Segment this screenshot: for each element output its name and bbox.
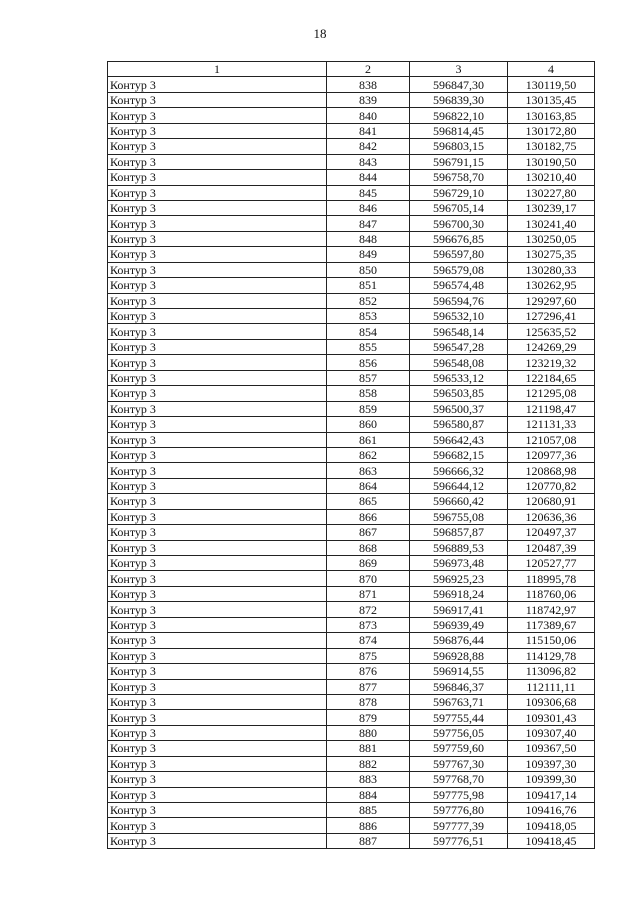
point-number-cell: 847 <box>327 216 410 231</box>
coord-x-cell: 596503,85 <box>410 386 508 401</box>
table-row <box>108 787 595 802</box>
coord-x-cell: 596729,10 <box>410 185 508 200</box>
coord-y-cell: 118760,06 <box>508 586 595 601</box>
header-col-1: 1 <box>108 62 327 77</box>
table-row <box>108 108 595 123</box>
coord-y-cell: 109418,05 <box>508 818 595 833</box>
coord-y-cell: 122184,65 <box>508 370 595 385</box>
coord-y-cell: 118995,78 <box>508 571 595 586</box>
table-row <box>108 355 595 370</box>
coord-x-cell: 596847,30 <box>410 77 508 92</box>
coord-x-cell: 596791,15 <box>410 154 508 169</box>
coord-y-cell: 130250,05 <box>508 231 595 246</box>
coord-x-cell: 597776,80 <box>410 803 508 818</box>
coord-y-cell: 114129,78 <box>508 648 595 663</box>
coord-y-cell: 120770,82 <box>508 478 595 493</box>
coord-x-cell: 597767,30 <box>410 756 508 771</box>
contour-name-cell: Контур 3 <box>108 401 327 416</box>
contour-name-cell: Контур 3 <box>108 139 327 154</box>
coord-x-cell: 596857,87 <box>410 525 508 540</box>
table-row <box>108 370 595 385</box>
point-number-cell: 879 <box>327 710 410 725</box>
point-number-cell: 866 <box>327 509 410 524</box>
point-number-cell: 851 <box>327 278 410 293</box>
contour-name-cell: Контур 3 <box>108 633 327 648</box>
table-row <box>108 509 595 524</box>
point-number-cell: 841 <box>327 123 410 138</box>
contour-name-cell: Контур 3 <box>108 509 327 524</box>
point-number-cell: 868 <box>327 540 410 555</box>
coord-y-cell: 130190,50 <box>508 154 595 169</box>
point-number-cell: 878 <box>327 694 410 709</box>
contour-name-cell: Контур 3 <box>108 648 327 663</box>
contour-name-cell: Контур 3 <box>108 540 327 555</box>
coord-y-cell: 109301,43 <box>508 710 595 725</box>
point-number-cell: 876 <box>327 664 410 679</box>
table-row <box>108 262 595 277</box>
coord-x-cell: 596763,71 <box>410 694 508 709</box>
table-row <box>108 386 595 401</box>
coord-x-cell: 596597,80 <box>410 247 508 262</box>
contour-name-cell: Контур 3 <box>108 447 327 462</box>
contour-name-cell: Контур 3 <box>108 262 327 277</box>
coord-y-cell: 115150,06 <box>508 633 595 648</box>
point-number-cell: 886 <box>327 818 410 833</box>
coord-y-cell: 127296,41 <box>508 309 595 324</box>
point-number-cell: 863 <box>327 463 410 478</box>
point-number-cell: 858 <box>327 386 410 401</box>
point-number-cell: 873 <box>327 617 410 632</box>
point-number-cell: 861 <box>327 432 410 447</box>
coord-x-cell: 596666,32 <box>410 463 508 478</box>
point-number-cell: 856 <box>327 355 410 370</box>
coord-y-cell: 120977,36 <box>508 447 595 462</box>
contour-name-cell: Контур 3 <box>108 586 327 601</box>
header-row <box>108 62 595 77</box>
table-row <box>108 478 595 493</box>
header-col-3: 3 <box>410 62 508 77</box>
coord-x-cell: 596822,10 <box>410 108 508 123</box>
coord-y-cell: 123219,32 <box>508 355 595 370</box>
coord-y-cell: 112111,11 <box>508 679 595 694</box>
contour-name-cell: Контур 3 <box>108 278 327 293</box>
contour-name-cell: Контур 3 <box>108 231 327 246</box>
coord-x-cell: 597776,51 <box>410 833 508 848</box>
point-number-cell: 875 <box>327 648 410 663</box>
coord-y-cell: 109367,50 <box>508 741 595 756</box>
coord-y-cell: 120527,77 <box>508 556 595 571</box>
table-row <box>108 602 595 617</box>
point-number-cell: 877 <box>327 679 410 694</box>
coord-x-cell: 596928,88 <box>410 648 508 663</box>
coord-x-cell: 596705,14 <box>410 200 508 215</box>
table-row <box>108 679 595 694</box>
point-number-cell: 869 <box>327 556 410 571</box>
point-number-cell: 883 <box>327 772 410 787</box>
coord-y-cell: 121057,08 <box>508 432 595 447</box>
coord-x-cell: 596918,24 <box>410 586 508 601</box>
point-number-cell: 884 <box>327 787 410 802</box>
table-row <box>108 772 595 787</box>
contour-name-cell: Контур 3 <box>108 417 327 432</box>
coord-x-cell: 596889,53 <box>410 540 508 555</box>
coord-x-cell: 596644,12 <box>410 478 508 493</box>
table-row <box>108 833 595 848</box>
coord-y-cell: 130239,17 <box>508 200 595 215</box>
table-row <box>108 92 595 107</box>
point-number-cell: 843 <box>327 154 410 169</box>
coord-x-cell: 596533,12 <box>410 370 508 385</box>
point-number-cell: 850 <box>327 262 410 277</box>
contour-name-cell: Контур 3 <box>108 247 327 262</box>
coord-y-cell: 121131,33 <box>508 417 595 432</box>
point-number-cell: 865 <box>327 494 410 509</box>
table-row <box>108 818 595 833</box>
table-row <box>108 803 595 818</box>
coord-y-cell: 109416,76 <box>508 803 595 818</box>
coord-y-cell: 109399,30 <box>508 772 595 787</box>
coord-x-cell: 596839,30 <box>410 92 508 107</box>
coord-y-cell: 113096,82 <box>508 664 595 679</box>
point-number-cell: 880 <box>327 725 410 740</box>
table-row <box>108 278 595 293</box>
point-number-cell: 862 <box>327 447 410 462</box>
table-row <box>108 494 595 509</box>
coord-y-cell: 109307,40 <box>508 725 595 740</box>
contour-name-cell: Контур 3 <box>108 108 327 123</box>
table-row <box>108 247 595 262</box>
coord-y-cell: 117389,67 <box>508 617 595 632</box>
point-number-cell: 887 <box>327 833 410 848</box>
point-number-cell: 857 <box>327 370 410 385</box>
contour-name-cell: Контур 3 <box>108 77 327 92</box>
coord-x-cell: 596917,41 <box>410 602 508 617</box>
coord-x-cell: 596925,23 <box>410 571 508 586</box>
coord-x-cell: 596579,08 <box>410 262 508 277</box>
coord-x-cell: 596548,08 <box>410 355 508 370</box>
table-row <box>108 741 595 756</box>
point-number-cell: 872 <box>327 602 410 617</box>
contour-name-cell: Контур 3 <box>108 602 327 617</box>
contour-name-cell: Контур 3 <box>108 370 327 385</box>
point-number-cell: 885 <box>327 803 410 818</box>
point-number-cell: 848 <box>327 231 410 246</box>
coord-y-cell: 130280,33 <box>508 262 595 277</box>
coord-y-cell: 130210,40 <box>508 170 595 185</box>
coord-x-cell: 596660,42 <box>410 494 508 509</box>
coord-x-cell: 597755,44 <box>410 710 508 725</box>
coord-y-cell: 109417,14 <box>508 787 595 802</box>
coord-x-cell: 596500,37 <box>410 401 508 416</box>
table-row <box>108 633 595 648</box>
point-number-cell: 845 <box>327 185 410 200</box>
contour-name-cell: Контур 3 <box>108 818 327 833</box>
coord-x-cell: 597756,05 <box>410 725 508 740</box>
coord-x-cell: 596814,45 <box>410 123 508 138</box>
contour-name-cell: Контур 3 <box>108 741 327 756</box>
coord-x-cell: 596755,08 <box>410 509 508 524</box>
contour-name-cell: Контур 3 <box>108 92 327 107</box>
table-row <box>108 154 595 169</box>
coord-y-cell: 130241,40 <box>508 216 595 231</box>
coord-x-cell: 596580,87 <box>410 417 508 432</box>
table-row <box>108 617 595 632</box>
contour-name-cell: Контур 3 <box>108 494 327 509</box>
table-row <box>108 185 595 200</box>
contour-name-cell: Контур 3 <box>108 432 327 447</box>
coord-y-cell: 121198,47 <box>508 401 595 416</box>
table-row <box>108 725 595 740</box>
table-row <box>108 710 595 725</box>
table-row <box>108 432 595 447</box>
coord-y-cell: 120868,98 <box>508 463 595 478</box>
contour-name-cell: Контур 3 <box>108 679 327 694</box>
contour-name-cell: Контур 3 <box>108 463 327 478</box>
table-body <box>108 77 595 849</box>
coord-y-cell: 109418,45 <box>508 833 595 848</box>
contour-name-cell: Контур 3 <box>108 525 327 540</box>
table-row <box>108 571 595 586</box>
table-row <box>108 694 595 709</box>
point-number-cell: 874 <box>327 633 410 648</box>
header-col-4: 4 <box>508 62 595 77</box>
point-number-cell: 855 <box>327 339 410 354</box>
contour-name-cell: Контур 3 <box>108 664 327 679</box>
contour-name-cell: Контур 3 <box>108 756 327 771</box>
coord-x-cell: 596700,30 <box>410 216 508 231</box>
coord-y-cell: 130172,80 <box>508 123 595 138</box>
contour-name-cell: Контур 3 <box>108 833 327 848</box>
table-row <box>108 231 595 246</box>
contour-name-cell: Контур 3 <box>108 123 327 138</box>
table-row <box>108 664 595 679</box>
table-row <box>108 123 595 138</box>
table-row <box>108 401 595 416</box>
contour-name-cell: Контур 3 <box>108 710 327 725</box>
point-number-cell: 859 <box>327 401 410 416</box>
coord-x-cell: 596532,10 <box>410 309 508 324</box>
coord-x-cell: 596939,49 <box>410 617 508 632</box>
table-row <box>108 139 595 154</box>
coord-y-cell: 120680,91 <box>508 494 595 509</box>
contour-name-cell: Контур 3 <box>108 478 327 493</box>
table-row <box>108 216 595 231</box>
contour-name-cell: Контур 3 <box>108 185 327 200</box>
contour-name-cell: Контур 3 <box>108 571 327 586</box>
contour-name-cell: Контур 3 <box>108 772 327 787</box>
coord-y-cell: 118742,97 <box>508 602 595 617</box>
contour-name-cell: Контур 3 <box>108 617 327 632</box>
coord-y-cell: 130227,80 <box>508 185 595 200</box>
coord-y-cell: 109306,68 <box>508 694 595 709</box>
coord-y-cell: 130135,45 <box>508 92 595 107</box>
point-number-cell: 838 <box>327 77 410 92</box>
point-number-cell: 881 <box>327 741 410 756</box>
coord-x-cell: 597759,60 <box>410 741 508 756</box>
coordinates-table <box>107 61 595 849</box>
point-number-cell: 867 <box>327 525 410 540</box>
contour-name-cell: Контур 3 <box>108 339 327 354</box>
coord-x-cell: 596682,15 <box>410 447 508 462</box>
coord-x-cell: 597768,70 <box>410 772 508 787</box>
coord-y-cell: 130163,85 <box>508 108 595 123</box>
header-col-2: 2 <box>327 62 410 77</box>
coord-y-cell: 130262,95 <box>508 278 595 293</box>
coord-x-cell: 596574,48 <box>410 278 508 293</box>
coord-x-cell: 596846,37 <box>410 679 508 694</box>
contour-name-cell: Контур 3 <box>108 324 327 339</box>
coord-x-cell: 596876,44 <box>410 633 508 648</box>
coord-y-cell: 120497,37 <box>508 525 595 540</box>
coord-y-cell: 125635,52 <box>508 324 595 339</box>
table-row <box>108 556 595 571</box>
coord-y-cell: 121295,08 <box>508 386 595 401</box>
page-number: 18 <box>313 26 327 41</box>
point-number-cell: 839 <box>327 92 410 107</box>
contour-name-cell: Контур 3 <box>108 293 327 308</box>
table-row <box>108 447 595 462</box>
coord-x-cell: 597777,39 <box>410 818 508 833</box>
point-number-cell: 871 <box>327 586 410 601</box>
table-header <box>108 62 595 77</box>
contour-name-cell: Контур 3 <box>108 216 327 231</box>
coord-x-cell: 596594,76 <box>410 293 508 308</box>
coord-y-cell: 120636,36 <box>508 509 595 524</box>
contour-name-cell: Контур 3 <box>108 170 327 185</box>
coord-y-cell: 129297,60 <box>508 293 595 308</box>
table-row <box>108 756 595 771</box>
contour-name-cell: Контур 3 <box>108 355 327 370</box>
table-row <box>108 170 595 185</box>
coord-x-cell: 596547,28 <box>410 339 508 354</box>
table-row <box>108 200 595 215</box>
contour-name-cell: Контур 3 <box>108 309 327 324</box>
table-row <box>108 463 595 478</box>
contour-name-cell: Контур 3 <box>108 725 327 740</box>
table-row <box>108 324 595 339</box>
coord-x-cell: 597775,98 <box>410 787 508 802</box>
contour-name-cell: Контур 3 <box>108 556 327 571</box>
contour-name-cell: Контур 3 <box>108 200 327 215</box>
table-row <box>108 648 595 663</box>
point-number-cell: 840 <box>327 108 410 123</box>
table-row <box>108 586 595 601</box>
table-row <box>108 77 595 92</box>
contour-name-cell: Контур 3 <box>108 803 327 818</box>
point-number-cell: 846 <box>327 200 410 215</box>
coord-y-cell: 130182,75 <box>508 139 595 154</box>
contour-name-cell: Контур 3 <box>108 694 327 709</box>
coord-x-cell: 596758,70 <box>410 170 508 185</box>
coord-x-cell: 596676,85 <box>410 231 508 246</box>
contour-name-cell: Контур 3 <box>108 787 327 802</box>
coord-y-cell: 109397,30 <box>508 756 595 771</box>
table-row <box>108 540 595 555</box>
contour-name-cell: Контур 3 <box>108 386 327 401</box>
table-row <box>108 339 595 354</box>
coord-y-cell: 120487,39 <box>508 540 595 555</box>
coord-x-cell: 596914,55 <box>410 664 508 679</box>
coord-x-cell: 596803,15 <box>410 139 508 154</box>
table-row <box>108 417 595 432</box>
coord-y-cell: 130119,50 <box>508 77 595 92</box>
coord-y-cell: 124269,29 <box>508 339 595 354</box>
contour-name-cell: Контур 3 <box>108 154 327 169</box>
table-row <box>108 293 595 308</box>
point-number-cell: 854 <box>327 324 410 339</box>
point-number-cell: 860 <box>327 417 410 432</box>
coord-x-cell: 596973,48 <box>410 556 508 571</box>
point-number-cell: 842 <box>327 139 410 154</box>
coord-x-cell: 596642,43 <box>410 432 508 447</box>
point-number-cell: 870 <box>327 571 410 586</box>
coord-y-cell: 130275,35 <box>508 247 595 262</box>
point-number-cell: 853 <box>327 309 410 324</box>
point-number-cell: 844 <box>327 170 410 185</box>
point-number-cell: 849 <box>327 247 410 262</box>
point-number-cell: 882 <box>327 756 410 771</box>
table-row <box>108 309 595 324</box>
point-number-cell: 852 <box>327 293 410 308</box>
table-row <box>108 525 595 540</box>
point-number-cell: 864 <box>327 478 410 493</box>
coord-x-cell: 596548,14 <box>410 324 508 339</box>
